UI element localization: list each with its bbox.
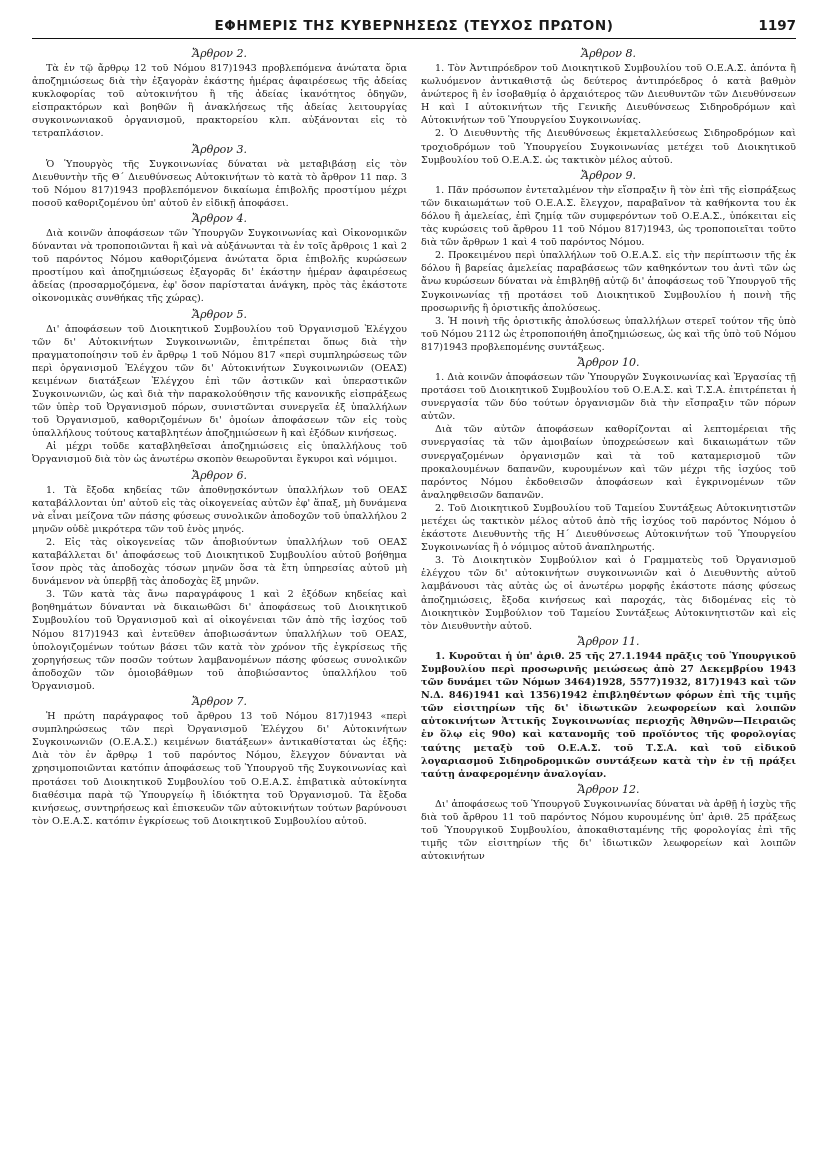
article-paragraph: 1. Πᾶν πρόσωπον ἐντεταλμένον τὴν εἴσπραξιν ἢ τὸν ἐπὶ τῆς εἰσπράξεως τῶν δικαιωμάτων τοῦ Ο.Ε.Α.Σ. ἔλεγχον, παραβαῖνον τὰ καθήκοντα του ἐκ δόλου ἢ ἀμελείας, ἐπὶ ζημίᾳ τῶν συμφερόντων τοῦ Ο.Ε.Α.Σ., ὑπόκειται εἰς τὰς κυρώσεις τοῦ ἄρθρου 11 τοῦ Νόμου 817)1943, ὡς τροποποιεῖται τοῦτο διὰ τῶν ἄρθρων 1 καὶ 4 τοῦ παρόντος Νόμου.	[421, 184, 796, 249]
article-heading: Ἄρθρον 6.	[192, 468, 247, 482]
article-paragraph: Ὁ Ὑπουργὸς τῆς Συγκοινωνίας δύναται νὰ μεταβιβάσῃ εἰς τὸν Διευθυντὴν τῆς Θ΄ Διευθύνσεως Αὐτοκινήτων τὸ κατὰ τὸ ἄρθρον 11 παρ. 3 τοῦ Νόμου 817)1943 προβλεπόμενον δικαίωμα ἐπιβολῆς προστίμου μέχρι ποσοῦ καθοριζομένου ὑπ' αὐτοῦ ἐν εἰδικῇ ἀποφάσει.	[32, 158, 407, 209]
article-paragraph: 1. Τὰ ἔξοδα κηδείας τῶν ἀποθνῃσκόντων ὑπαλλήλων τοῦ ΟΕΑΣ καταβάλλονται ὑπ' αὐτοῦ εἰς τὰς οἰκογενείας αὐτῶν ἐφ' ἅπαξ, μὴ δυνάμενα νὰ εἶναι μείζονα τῶν πάσης φύσεως συνολικῶν ἀποδοχῶν τοῦ ὑπαλλήλου 2 μηνῶν οὐδὲ μικρότερα τῶν τοῦ ἑνὸς μηνός.	[32, 484, 407, 535]
article-heading: Ἄρθρον 11.	[577, 634, 640, 648]
article-paragraph: Αἱ μέχρι τοῦδε καταβληθεῖσαι ἀποζημιώσεις εἰς ὑπαλλήλους τοῦ Ὀργανισμοῦ διὰ τὸν ὡς ἀνωτέρω σκοπὸν θεωροῦνται ἔγκυροι καὶ νόμιμοι.	[32, 441, 407, 466]
article-heading: Ἄρθρον 12.	[577, 782, 640, 796]
left-column	[32, 45, 407, 863]
article-heading: Ἄρθρον 8.	[581, 47, 636, 60]
article-paragraph: Διὰ κοινῶν ἀποφάσεων τῶν Ὑπουργῶν Συγκοινωνίας καὶ Οἰκονομικῶν δύνανται νὰ τροποποιῶνται ἢ καὶ νὰ αὐξάνωνται τὰ ἐν τοῖς ἄρθροις 1 καὶ 2 τοῦ παρόντος Νόμου καθοριζόμενα ἀνώτατα ὅρια ἐπιβολῆς κυρώσεων προστίμου καὶ ἀποζημιώσεως ἐξαγορᾶς δι' ἑκάστην ἡμέραν ἀφαιρέσεως ἀδείας (προσαρμοζόμενα, ἐφ' ὅσον παρίσταται ἀνάγκη, πρὸς τὰς ἑκάστοτε οἰκονομικὰς συνθήκας τῆς χώρας).	[32, 227, 407, 305]
article-heading: Ἄρθρον 7.	[192, 695, 247, 709]
article-paragraph: 3. Τὸ Διοικητικὸν Συμβούλιον καὶ ὁ Γραμματεὺς τοῦ Ὀργανισμοῦ ἐλέγχου τῶν δι' αὐτοκινήτων συγκοινωνιῶν καὶ ὁ Διευθυντὴς αὐτοῦ λαμβάνουσι τὰς αὐτὰς ὡς οἱ ἀνωτέρω μορφῆς ἑκάστοτε πάσης φύσεως ἀποζημιώσεις, ἔξοδα κινήσεως καὶ παροχάς, τὰς διδομένας εἰς τὸ Διοικητικὸν Συμβούλιον τοῦ Ταμείου Συντάξεως Αὐτοκινητιστῶν καὶ εἰς τὸν Διευθυντὴν αὐτοῦ.	[421, 555, 796, 632]
article-paragraph: 1. Κυροῦται ἡ ὑπ' ἀριθ. 25 τῆς 27.1.1944 πρᾶξις τοῦ Ὑπουργικοῦ Συμβουλίου περὶ προσωρινῆς μειώσεως ἀπὸ 27 Δεκεμβρίου 1943 τῶν δυνάμει τῶν Νόμων 3464)1928, 5577)1932, 817)1943 καὶ τῶν Ν.Δ. 846)1941 καὶ 1356)1942 ἐπιβληθέντων φόρων ἐπὶ τῆς τιμῆς τῶν εἰσιτηρίων τῆς δι' ἰδιωτικῶν λεωφορείων καὶ λοιπῶν αὐτοκινήτων Ἀττικῆς Συγκοινωνίας περιοχῆς Ἀθηνῶν—Πειραιῶς ἐν ὅλῳ εἰς 90ο) καὶ κατανομῆς τοῦ προϊόντος τῆς φορολογίας ταύτης μεταξὺ τοῦ Ο.Ε.Α.Σ. τοῦ Τ.Σ.Α. καὶ τοῦ εἰδικοῦ λογαριασμοῦ Σιδηροδρομικῶν συντάξεων κατὰ τὴν ἐν τῇ πράξει ταύτῃ ἀναφερομένην ἀναλογίαν.	[421, 650, 796, 780]
article-heading: Ἄρθρον 2.	[192, 47, 247, 60]
article-paragraph: Ἡ πρώτη παράγραφος τοῦ ἄρθρου 13 τοῦ Νόμου 817)1943 «περὶ συμπληρώσεως τῶν περὶ Ὀργανισμοῦ Ἐλέγχου δι' Αὐτοκινήτων Συγκοινωνιῶν (Ο.Ε.Α.Σ.) κειμένων διατάξεων» ἀντικαθίσταται ὡς ἑξῆς: Διὰ τὸν ἐν ἄρθρῳ 1 τοῦ παρόντος Νόμου, ἔλεγχον δύνανται νὰ χρησιμοποιῶνται κατόπιν ἀποφάσεως τοῦ Ὑπουργοῦ τῆς Συγκοινωνίας καὶ προτάσει τοῦ Διοικητικοῦ Συμβουλίου τοῦ Ο.Ε.Α.Σ. ἐπιβατικὰ αὐτοκίνητα διαθέσιμα παρὰ τῷ Ὑπουργείῳ ἢ ἰδιόκτητα τοῦ Ὀργανισμοῦ. Τὰ ἔξοδα κινήσεως, συντηρήσεως καὶ ἐπισκευῶν τῶν αὐτοκινήτων τούτων βαρύνουσι τὸν Ο.Ε.Α.Σ. κατόπιν ἐγκρίσεως τοῦ Διοικητικοῦ Συμβουλίου αὐτοῦ.	[32, 711, 407, 827]
article-paragraph: 2. Προκειμένου περὶ ὑπαλλήλων τοῦ Ο.Ε.Α.Σ. εἰς τὴν περίπτωσιν τῆς ἐκ δόλου ἢ βαρείας ἀμελείας παραβάσεως τῶν καθηκόντων του ἀντὶ τῶν ὡς ἄνω κυρώσεων δύναται νὰ ἐπιβληθῇ αὐτῷ δι' ἀποφάσεως τοῦ Ὑπουργοῦ τῆς Συγκοινωνίας τῇ προτάσει τοῦ Διοικητικοῦ Συμβουλίου ἡ ποινὴ τῆς προσωρινῆς ἢ ὁριστικῆς ἀπολύσεως.	[421, 250, 796, 314]
page-number: 1197	[758, 18, 796, 34]
article-paragraph: 2. Ὁ Διευθυντὴς τῆς Διευθύνσεως ἐκμεταλλεύσεως Σιδηροδρόμων καὶ τροχιοδρόμων τοῦ Ὑπουργείου Συγκοινωνίας μετέχει τοῦ Διοικητικοῦ Συμβουλίου τοῦ Ο.Ε.Α.Σ. ὡς τακτικὸν μέλος αὐτοῦ.	[421, 128, 796, 166]
article-paragraph: 2. Εἰς τὰς οἰκογενείας τῶν ἀποβιούντων ὑπαλλήλων τοῦ ΟΕΑΣ καταβάλλεται δι' ἀποφάσεως τοῦ Διοικητικοῦ Συμβουλίου αὐτοῦ βοήθημα ἴσον πρὸς τὰς ἀποδοχὰς τόσων μηνῶν ὅσα τὰ ἔτη ὑπηρεσίας αὐτοῦ μὴ δυνάμενον νὰ ὑπερβῇ τὰς ἀποδοχὰς ἓξ μηνῶν.	[32, 536, 407, 588]
article-paragraph: 1. Διὰ κοινῶν ἀποφάσεων τῶν Ὑπουργῶν Συγκοινωνίας καὶ Ἐργασίας τῇ προτάσει τοῦ Διοικητικοῦ Συμβουλίου τοῦ Ο.Ε.Α.Σ. καὶ Τ.Σ.Α. ἐπιτρέπεται ἡ συνεργασία τῶν δύο τούτων ὀργανισμῶν διὰ τὴν εἴσπραξιν τῶν πόρων αὐτῶν.	[421, 371, 796, 423]
gazette-title: ΕΦΗΜΕΡΙΣ ΤΗΣ ΚΥΒΕΡΝΗΣΕΩΣ (ΤΕΥΧΟΣ ΠΡΩΤΟΝ)	[214, 18, 614, 34]
article-heading: Ἄρθρον 9.	[581, 168, 636, 182]
article-paragraph: Δι' ἀποφάσεως τοῦ Ὑπουργοῦ Συγκοινωνίας δύναται νὰ ἀρθῇ ἡ ἰσχὺς τῆς διὰ τοῦ ἄρθρου 11 τοῦ παρόντος Νόμου κυρουμένης ὑπ' ἀριθ. 25 πράξεως τοῦ Ὑπουργικοῦ Συμβουλίου, ἀποκαθισταμένης τῆς φορολογίας ἐπὶ τῆς τιμῆς τῶν εἰσιτηρίων τῆς δι' ἰδιωτικῶν λεωφορείων καὶ λοιπῶν αὐτοκινήτων	[421, 798, 796, 863]
article-heading: Ἄρθρον 4.	[192, 211, 247, 225]
article-paragraph: 3. Τῶν κατὰ τὰς ἄνω παραγράφους 1 καὶ 2 ἐξόδων κηδείας καὶ βοηθημάτων δύνανται νὰ δικαιωθῶσι δι' ἀποφάσεως τοῦ Διοικητικοῦ Συμβουλίου τοῦ Ὀργανισμοῦ καὶ αἱ οἰκογένειαι τῶν ἀπὸ τῆς ἰσχύος τοῦ Νόμου 817)1943 καὶ ἐντεῦθεν ἀποβιωσάντων ὑπαλλήλων τοῦ ΟΕΑΣ, ὑπολογιζομένων τούτων βάσει τῶν κατὰ τὸν χρόνον τῆς ἐγκρίσεως τῆς χορηγήσεως τῶν ποσῶν τούτων λαμβανομένων πάσης φύσεως συνολικῶν ἀποδοχῶν τῶν ὁμοιοβάθμων τοῦ ἀποβιώσαντος ὑπαλλήλου τοῦ Ὀργανισμοῦ.	[32, 589, 407, 692]
right-column	[421, 45, 796, 863]
article-paragraph: 1. Τὸν Ἀντιπρόεδρον τοῦ Διοικητικοῦ Συμβουλίου τοῦ Ο.Ε.Α.Σ. ἀπόντα ἢ κωλυόμενον ἀντικαθιστᾷ ὡς δεύτερος ἀντιπρόεδρος ὁ κατὰ βαθμὸν ἀνώτερος ἢ ἐν ἰσοβαθμίᾳ ὁ ἀρχαιότερος τῶν Διευθυντῶν τῶν Διευθύνσεων Η καὶ Ι αὐτοκινήτων τῆς Γενικῆς Διευθύνσεως Σιδηροδρόμων καὶ Αὐτοκινήτων τοῦ Ὑπουργείου Συγκοινωνίας.	[421, 63, 796, 127]
columns	[32, 45, 796, 863]
article-paragraph: Δι' ἀποφάσεων τοῦ Διοικητικοῦ Συμβουλίου τοῦ Ὀργανισμοῦ Ἐλέγχου τῶν δι' Αὐτοκινήτων Συγκοινωνιῶν, ἐπιτρέπεται ὅπως διὰ τὴν πραγματοποίησιν τοῦ ἐν ἄρθρῳ 1 τοῦ Νόμου 817 «περὶ συμπληρώσεως τῶν περὶ ὀργανισμοῦ Ἐλέγχου τῶν δι' Αὐτοκινήτων Συγκοινωνιῶν (ΟΕΑΣ) κειμένων διατάξεων Ἐλέγχου ἐπὶ τῶν ἀστικῶν καὶ ὑπεραστικῶν Συγκοινωνιῶν, ὡς καὶ διὰ τὴν παρακολούθησιν τῆς κανονικῆς εἰσπράξεως τῶν ὑπὲρ τοῦ Ὀργανισμοῦ πόρων, συνιστῶνται συνεργεῖα ἐξ ὑπαλλήλων τοῦ Ὀργανισμοῦ, καθοριζομένων δι' ὁμοίων ἀποφάσεων τῶν εἰς τοὺς ὑπαλλήλους τούτους καταβλητέων ἀποζημιώσεων ἢ καὶ ἐξόδων κινήσεως.	[32, 323, 407, 440]
article-paragraph: 3. Ἡ ποινὴ τῆς ὁριστικῆς ἀπολύσεως ὑπαλλήλων στερεῖ τούτον τῆς ὑπὸ τοῦ Νόμου 2112 ὡς ἐτροποποιήθη ἀποζημιώσεως, ὡς καὶ τῆς ὑπὸ τοῦ Νόμου 817)1943 προβλεπομένης συντάξεως.	[421, 315, 796, 353]
page-header	[32, 10, 796, 39]
article-heading: Ἄρθρον 10.	[577, 355, 640, 369]
article-paragraph: 2. Τοῦ Διοικητικοῦ Συμβουλίου τοῦ Ταμείου Συντάξεως Αὐτοκινητιστῶν μετέχει ὡς τακτικὸν μέλος αὐτοῦ ἀπὸ τῆς ἰσχύος τοῦ παρόντος Νόμου ὁ ἑκάστοτε Διευθυντὴς τῆς Η΄ Διευθύνσεως Αὐτοκινήτων τοῦ Ὑπουργείου Συγκοινωνίας ἢ ὁ νόμιμος αὐτοῦ ἀναπληρωτής.	[421, 502, 796, 554]
article-heading: Ἄρθρον 3.	[192, 142, 247, 156]
article-paragraph: Τὰ ἐν τῷ ἄρθρῳ 12 τοῦ Νόμου 817)1943 προβλεπόμενα ἀνώτατα ὅρια ἀποζημιώσεως διὰ τὴν ἐξαγορὰν ἑκάστης ἡμέρας ἀφαιρέσεως τῆς ἀδείας κυκλοφορίας τοῦ αὐτοκινήτου ἢ τῆς ἀδείας ἱκανότητος ὁδηγῶν, εἰσπρακτόρων καὶ βοηθῶν ἢ ἀνακλήσεως τῆς ἀδείας λειτουργίας συγκοινωνιακοῦ ὀργανισμοῦ, πρακτορείου κλπ. αὐξάνονται εἰς τὸ τετραπλάσιον.	[32, 63, 407, 140]
article-heading: Ἄρθρον 5.	[192, 307, 247, 321]
article-paragraph: Διὰ τῶν αὐτῶν ἀποφάσεων καθορίζονται αἱ λεπτομέρειαι τῆς συνεργασίας τὰ τῶν ἀμοιβαίων ὑποχρεώσεων καὶ δικαιωμάτων τῶν συνεργαζομένων ὀργανισμῶν καὶ τὰ τοῦ καταμερισμοῦ τῶν προκαλουμένων δαπανῶν, κυρουμένων καὶ τῶν μέχρι τῆς ἰσχύος τοῦ παρόντος Νόμου ἐκδοθεισῶν ἀποφάσεων καὶ ἐγκρινομένων τῶν ἀναληφθεισῶν δαπανῶν.	[421, 424, 796, 501]
